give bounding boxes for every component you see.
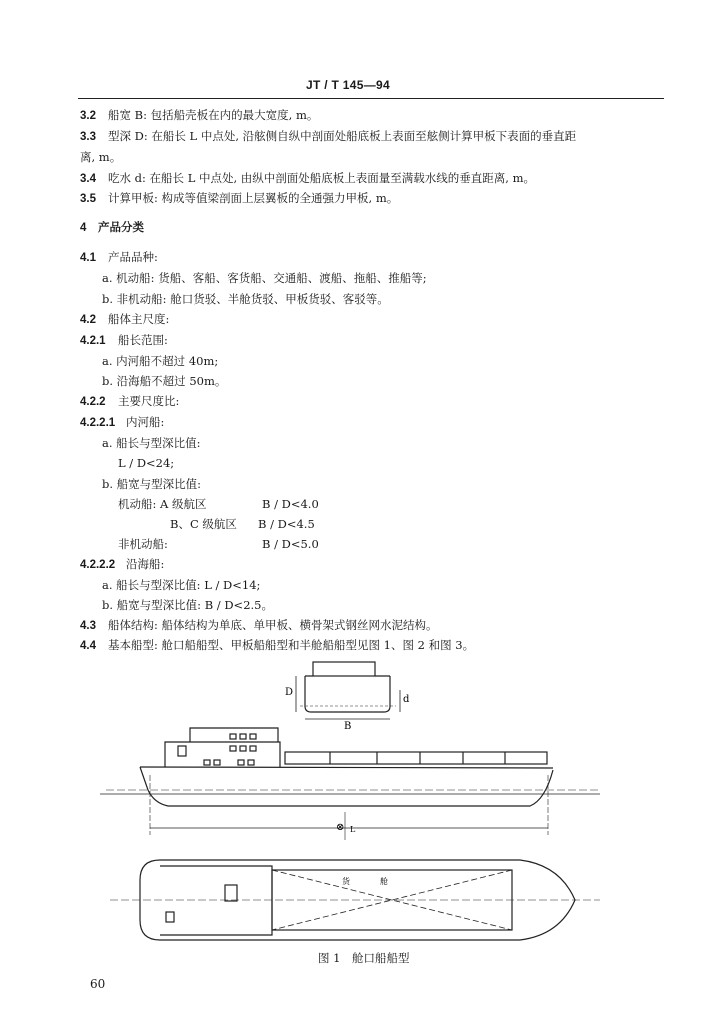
ratio-bc: B / D<4.5 <box>258 517 315 531</box>
clause-4-4: 4.4 基本船型: 舱口船船型、甲板船船型和半舱船船型见图 1、图 2 和图 3。 <box>80 638 475 652</box>
clause-4-1: 4.1 产品品种: <box>80 250 158 264</box>
ratio-non-motor: B / D<5.0 <box>262 537 319 551</box>
clause-4-2: 4.2 船体主尺度: <box>80 312 170 326</box>
item-4-2-1-b: b. 沿海船不超过 50m。 <box>102 374 227 388</box>
label-length: L <box>350 825 356 834</box>
clause-3-4: 3.4 吃水 d: 在船长 L 中点处, 由纵中剖面处船底板上表面量至满载水线的垂直距离, m。 <box>80 171 536 185</box>
coastal-ld: a. 船长与型深比值: L / D<14; <box>102 578 261 592</box>
standard-code: JT / T 145—94 <box>306 78 390 92</box>
hatch-label: 货 <box>342 877 350 886</box>
ship-profile <box>100 728 600 840</box>
label-breadth: B <box>344 721 352 732</box>
formula-ld: L / D<24; <box>118 456 175 470</box>
page-number: 60 <box>90 977 106 991</box>
midship-section <box>296 662 400 719</box>
item-ld-ratio: a. 船长与型深比值: <box>102 436 201 450</box>
motor-ship-bc: B、C 级航区 <box>170 517 237 531</box>
figure-caption: 图 1 舱口船船型 <box>318 951 410 965</box>
item-4-2-1-a: a. 内河船不超过 40m; <box>102 354 219 368</box>
clause-3-5: 3.5 计算甲板: 构成等值梁剖面上层翼板的全通强力甲板, m。 <box>80 191 399 205</box>
clause-3-2: 3.2 船宽 B: 包括船壳板在内的最大宽度, m。 <box>80 108 319 122</box>
item-4-1-b: b. 非机动船: 舱口货驳、半舱货驳、甲板货驳、客驳等。 <box>102 292 389 306</box>
ship-plan <box>110 860 600 940</box>
clause-4-2-2-1: 4.2.2.1 内河船: <box>80 415 165 429</box>
clause-4-2-2-2: 4.2.2.2 沿海船: <box>80 557 165 571</box>
motor-ship-a: 机动船: A 级航区 <box>118 497 207 511</box>
clause-3-3: 3.3 型深 D: 在船长 L 中点处, 沿舷侧自纵中剖面处船底板上表面至舷侧计算甲板下表面的垂直距 <box>80 129 577 143</box>
clause-4-2-2: 4.2.2 主要尺度比: <box>80 394 180 408</box>
item-4-1-a: a. 机动船: 货船、客船、客货船、交通船、渡船、拖船、推船等; <box>102 271 427 285</box>
item-bd-ratio: b. 船宽与型深比值: <box>102 477 202 491</box>
clause-4-3: 4.3 船体结构: 船体结构为单底、单甲板、横骨架式钢丝网水泥结构。 <box>80 618 438 632</box>
label-draft: d <box>403 694 410 705</box>
label-depth: D <box>285 687 294 698</box>
clause-4-2-1: 4.2.1 船长范围: <box>80 333 168 347</box>
non-motor-ship: 非机动船: <box>118 537 168 551</box>
ratio-a: B / D<4.0 <box>262 497 319 511</box>
coastal-bd: b. 船宽与型深比值: B / D<2.5。 <box>102 598 273 612</box>
hatch-label-2: 舱 <box>380 877 388 886</box>
midship-mark: ⊗ <box>336 822 345 833</box>
clause-3-3-cont: 离, m。 <box>80 150 122 164</box>
section-4-title: 4 产品分类 <box>80 220 144 234</box>
